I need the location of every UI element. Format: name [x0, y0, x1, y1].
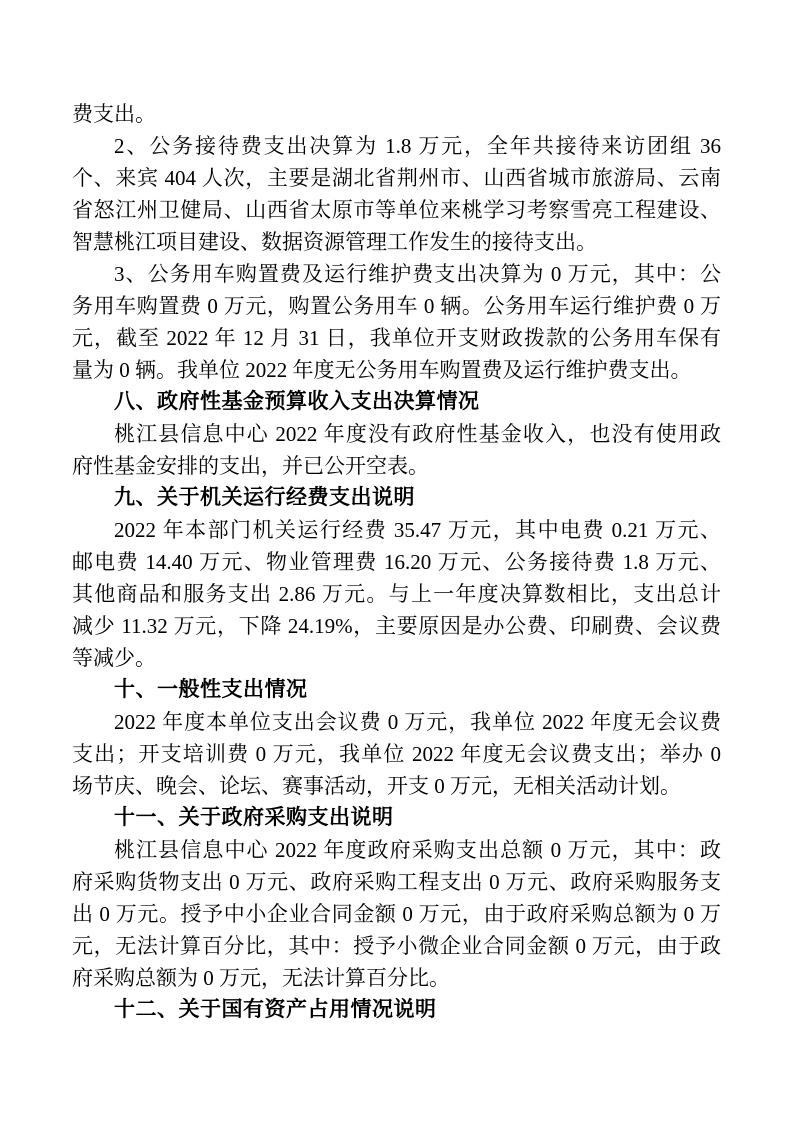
text-line: 元，无法计算百分比，其中：授予小微企业合同金额 0 万元，由于政 [72, 934, 721, 958]
text-line: 3、公务用车购置费及运行维护费支出决算为 0 万元，其中：公 [114, 262, 721, 286]
text-line: 其他商品和服务支出 2.86 万元。与上一年度决算数相比，支出总计 [72, 582, 721, 606]
section-heading: 十、一般性支出情况 [114, 678, 308, 701]
text-line: 出 0 万元。授予中小企业合同金额 0 万元，由于政府采购总额为 0 万 [72, 902, 721, 926]
text-line: 元，截至 2022 年 12 月 31 日，我单位开支财政拨款的公务用车保有 [72, 326, 721, 350]
text-line: 府采购货物支出 0 万元、政府采购工程支出 0 万元、政府采购服务支 [72, 870, 721, 894]
text-line: 桃江县信息中心 2022 年度政府采购支出总额 0 万元，其中：政 [114, 838, 721, 862]
text-line: 2022 年本部门机关运行经费 35.47 万元，其中电费 0.21 万元、 [114, 518, 721, 542]
text-line: 2、公务接待费支出决算为 1.8 万元，全年共接待来访团组 36 [114, 134, 721, 158]
text-line: 等减少。 [72, 646, 156, 670]
text-line: 场节庆、晚会、论坛、赛事活动，开支 0 万元，无相关活动计划。 [72, 774, 681, 798]
text-line: 府性基金安排的支出，并已公开空表。 [72, 454, 429, 478]
section-heading: 十一、关于政府采购支出说明 [114, 806, 394, 829]
text-line: 务用车购置费 0 万元，购置公务用车 0 辆。公务用车运行维护费 0 万 [72, 294, 721, 318]
document-body [72, 98, 721, 1026]
text-line: 2022 年度本单位支出会议费 0 万元，我单位 2022 年度无会议费 [114, 710, 721, 734]
text-line: 个、来宾 404 人次，主要是湖北省荆州市、山西省城市旅游局、云南 [72, 166, 721, 190]
section-heading: 八、政府性基金预算收入支出决算情况 [114, 390, 480, 413]
section-heading: 九、关于机关运行经费支出说明 [114, 486, 415, 509]
text-line: 减少 11.32 万元，下降 24.19%，主要原因是办公费、印刷费、会议费 [72, 614, 721, 638]
section-heading: 十二、关于国有资产占用情况说明 [114, 998, 437, 1021]
text-line: 桃江县信息中心 2022 年度没有政府性基金收入，也没有使用政 [114, 422, 721, 446]
text-line: 支出；开支培训费 0 万元，我单位 2022 年度无会议费支出；举办 0 [72, 742, 721, 766]
text-line: 邮电费 14.40 万元、物业管理费 16.20 万元、公务接待费 1.8 万元、 [72, 550, 721, 574]
text-line: 费支出。 [72, 102, 156, 126]
text-line: 智慧桃江项目建设、数据资源管理工作发生的接待支出。 [72, 230, 597, 254]
text-line: 量为 0 辆。我单位 2022 年度无公务用车购置费及运行维护费支出。 [72, 358, 692, 382]
text-line: 府采购总额为 0 万元，无法计算百分比。 [72, 966, 450, 990]
text-line: 省怒江州卫健局、山西省太原市等单位来桃学习考察雪亮工程建设、 [72, 198, 721, 222]
